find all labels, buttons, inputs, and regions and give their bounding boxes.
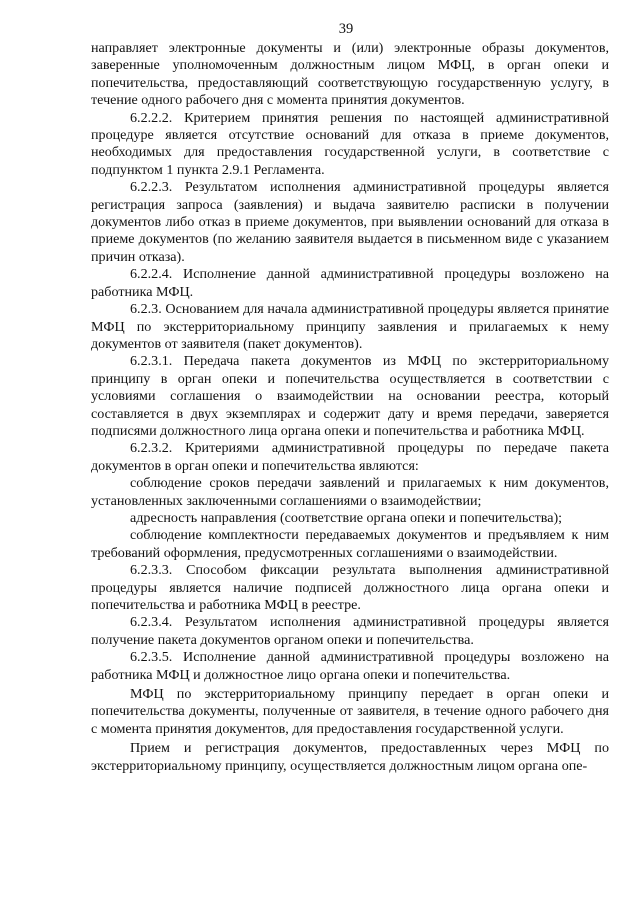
- list-item-deadlines: соблюдение сроков передачи заявлений и прилагаемых к ним документов, установленных заключенными соглашениями о взаимодействии;: [91, 475, 609, 509]
- paragraph-6-2-2-4: 6.2.2.4. Исполнение данной административной процедуры возложено на работника МФЦ.: [91, 266, 609, 300]
- paragraph-mfc-transfer: МФЦ по экстерриториальному принципу передает в орган опеки и попечительства документы, полученные от заявителя, в течение одного рабочего дня с момента принятия документов, для предоставления государственной услуги.: [91, 686, 609, 737]
- list-item-completeness: соблюдение комплектности передаваемых документов и предъявляем к ним требований оформления, предусмотренных соглашениями о взаимодействии.: [91, 527, 609, 561]
- paragraph-6-2-2-2: 6.2.2.2. Критерием принятия решения по настоящей административной процедуре является отсутствие оснований для отказа в приеме документов, необходимых для предоставления государственной услуги, в соответствие с подпунктом 1 пункта 2.9.1 Регламента.: [91, 109, 609, 178]
- page-number: 39: [338, 21, 354, 37]
- paragraph-6-2-3-5: 6.2.3.5. Исполнение данной административной процедуры возложено на работника МФЦ и должностное лицо органа опеки и попечительства.: [91, 649, 609, 683]
- paragraph-6-2-3-4: 6.2.3.4. Результатом исполнения административной процедуры является получение пакета документов органом опеки и попечительства.: [91, 614, 609, 648]
- paragraph-6-2-3: 6.2.3. Основанием для начала административной процедуры является принятие МФЦ по экстерриториальному принципу заявления и прилагаемых к нему документов от заявителя (пакет документов).: [91, 301, 609, 352]
- paragraph-6-2-2-3: 6.2.2.3. Результатом исполнения административной процедуры является регистрация запроса (заявления) и выдача заявителю расписки в получении документов либо отказ в приеме документов, при выявлении оснований для отказа в приеме документов (по желанию заявителя выдается в письменном виде с указанием причин отказа).: [91, 179, 609, 265]
- document-body: [91, 40, 609, 775]
- paragraph-continuation: направляет электронные документы и (или) электронные образы документов, заверенные уполномоченным должностным лицом МФЦ, в орган опеки и попечительства, предоставляющий соответствующую государственную услугу, в течение одного рабочего дня с момента принятия документов.: [91, 40, 609, 109]
- list-item-addressing: адресность направления (соответствие органа опеки и попечительства);: [130, 509, 563, 526]
- paragraph-6-2-3-3: 6.2.3.3. Способом фиксации результата выполнения административной процедуры является наличие подписей должностного лица органа опеки и попечительства и работника МФЦ в реестре.: [91, 562, 609, 613]
- paragraph-6-2-3-2: 6.2.3.2. Критериями административной процедуры по передаче пакета документов в орган опеки и попечительства являются:: [91, 440, 609, 474]
- paragraph-6-2-3-1: 6.2.3.1. Передача пакета документов из МФЦ по экстерриториальному принципу в орган опеки и попечительства осуществляется в соответствии с условиями соглашения о взаимодействии на основании реестра, который составляется в двух экземплярах и содержит дату и время передачи, заверяется подписями должностного лица органа опеки и попечительства и работника МФЦ.: [91, 353, 609, 439]
- paragraph-reception-registration: Прием и регистрация документов, предоставленных через МФЦ по экстерриториальному принципу, осуществляется должностным лицом органа опе-: [91, 740, 609, 774]
